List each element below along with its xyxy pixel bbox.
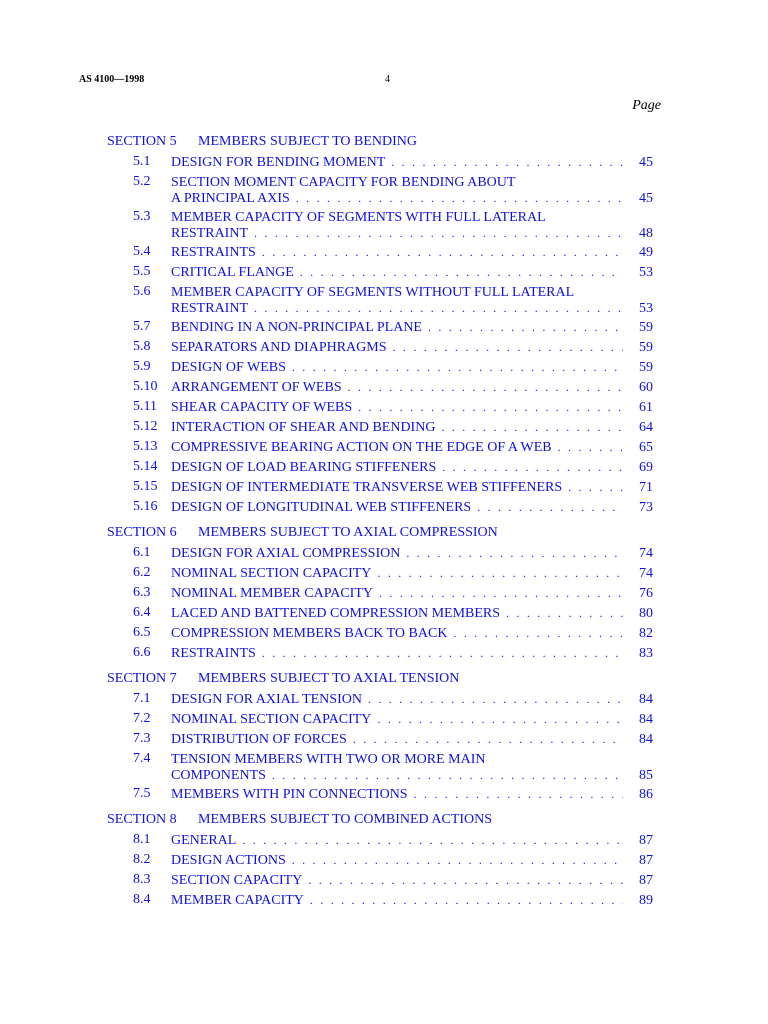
clause-title: LACED AND BATTENED COMPRESSION MEMBERS [171, 606, 501, 621]
toc-entry[interactable] [107, 457, 653, 477]
clause-title: BENDING IN A NON-PRINCIPAL PLANE [171, 320, 422, 335]
clause-number: 8.4 [133, 892, 151, 907]
toc-entry[interactable] [107, 749, 653, 784]
clause-title: ARRANGEMENT OF WEBS [171, 380, 342, 395]
toc-entry[interactable] [107, 242, 653, 262]
page-number: 4 [385, 74, 390, 85]
clause-number: 5.15 [133, 479, 158, 494]
toc-entry[interactable] [107, 543, 653, 563]
clause-title: NOMINAL SECTION CAPACITY [171, 566, 372, 581]
dot-leader [391, 152, 623, 172]
toc-entry[interactable] [107, 870, 653, 890]
dot-leader [453, 623, 623, 643]
clause-number: 5.14 [133, 459, 158, 474]
clause-number: 5.8 [133, 339, 151, 354]
toc-entry[interactable] [107, 437, 653, 457]
clause-title: DESIGN OF INTERMEDIATE TRANSVERSE WEB STIFFENERS [171, 480, 563, 495]
toc-entry[interactable] [107, 890, 653, 910]
clause-title: GENERAL [171, 833, 237, 848]
clause-number: 8.3 [133, 872, 151, 887]
toc-entry[interactable] [107, 477, 653, 497]
toc-entry[interactable] [107, 784, 653, 804]
clause-number: 6.6 [133, 645, 151, 660]
clause-number: 5.1 [133, 154, 151, 169]
dot-leader [348, 377, 623, 397]
page-ref: 87 [639, 873, 653, 888]
page-ref: 49 [639, 245, 653, 260]
clause-number: 5.12 [133, 419, 158, 434]
dot-leader [308, 870, 623, 890]
section-title: MEMBERS SUBJECT TO COMBINED ACTIONS [198, 812, 493, 827]
clause-number: 6.1 [133, 545, 151, 560]
clause-title: NOMINAL SECTION CAPACITY [171, 712, 372, 727]
section-heading[interactable] [107, 810, 653, 830]
page-ref: 53 [639, 301, 653, 316]
page-ref: 85 [639, 768, 653, 783]
dot-leader [262, 242, 623, 262]
toc-entry[interactable] [107, 603, 653, 623]
clause-title: SEPARATORS AND DIAPHRAGMS [171, 340, 387, 355]
page-ref: 83 [639, 646, 653, 661]
dot-leader [414, 784, 623, 804]
section-title: MEMBERS SUBJECT TO BENDING [198, 134, 417, 149]
dot-leader [406, 543, 623, 563]
clause-title: DESIGN FOR AXIAL TENSION [171, 692, 362, 707]
dot-leader [254, 225, 623, 242]
clause-title: SHEAR CAPACITY OF WEBS [171, 400, 353, 415]
clause-number: 5.3 [133, 209, 151, 224]
clause-number: 6.2 [133, 565, 151, 580]
clause-number: 8.2 [133, 852, 151, 867]
toc-entry[interactable] [107, 317, 653, 337]
toc-entry[interactable] [107, 397, 653, 417]
page-ref: 89 [639, 893, 653, 908]
clause-number: 5.16 [133, 499, 158, 514]
clause-title: DESIGN OF WEBS [171, 360, 286, 375]
toc-entry[interactable] [107, 830, 653, 850]
toc-entry[interactable] [107, 583, 653, 603]
clause-title: DESIGN FOR BENDING MOMENT [171, 155, 386, 170]
dot-leader [377, 563, 623, 583]
clause-number: 7.5 [133, 786, 151, 801]
clause-title: RESTRAINTS [171, 245, 256, 260]
dot-leader [310, 890, 623, 910]
clause-number: 6.5 [133, 625, 151, 640]
page-ref: 59 [639, 320, 653, 335]
clause-title: COMPRESSION MEMBERS BACK TO BACK [171, 626, 448, 641]
clause-title: RESTRAINTS [171, 646, 256, 661]
dot-leader [292, 850, 623, 870]
clause-number: 5.7 [133, 319, 151, 334]
dot-leader [300, 262, 623, 282]
page-ref: 61 [639, 400, 653, 415]
toc-entry[interactable] [107, 623, 653, 643]
page-ref: 48 [639, 226, 653, 241]
clause-title: A PRINCIPAL AXIS [171, 191, 290, 206]
page-ref: 45 [639, 155, 653, 170]
page-ref: 64 [639, 420, 653, 435]
dot-leader [262, 643, 623, 663]
section-heading[interactable] [107, 523, 653, 543]
section-label: SECTION 5 [107, 134, 177, 149]
dot-leader [368, 689, 623, 709]
clause-number: 6.4 [133, 605, 151, 620]
section-title: MEMBERS SUBJECT TO AXIAL COMPRESSION [198, 525, 498, 540]
dot-leader [568, 477, 623, 497]
clause-number: 7.1 [133, 691, 151, 706]
dot-leader [442, 457, 623, 477]
toc-entry[interactable] [107, 357, 653, 377]
clause-title: RESTRAINT [171, 226, 248, 241]
page-ref: 87 [639, 853, 653, 868]
clause-number: 7.3 [133, 731, 151, 746]
toc-entry[interactable] [107, 337, 653, 357]
page-ref: 73 [639, 500, 653, 515]
clause-number: 5.10 [133, 379, 158, 394]
clause-title: DESIGN ACTIONS [171, 853, 286, 868]
clause-title: MEMBERS WITH PIN CONNECTIONS [171, 787, 408, 802]
page-ref: 84 [639, 692, 653, 707]
toc-entry[interactable] [107, 729, 653, 749]
table-of-contents [107, 132, 653, 916]
clause-number: 5.4 [133, 244, 151, 259]
toc-entry[interactable] [107, 497, 653, 517]
section-heading[interactable] [107, 669, 653, 689]
clause-title: CRITICAL FLANGE [171, 265, 294, 280]
page-ref: 69 [639, 460, 653, 475]
clause-number: 5.13 [133, 439, 158, 454]
page-ref: 84 [639, 732, 653, 747]
page-ref: 59 [639, 360, 653, 375]
section-label: SECTION 7 [107, 671, 177, 686]
dot-leader [377, 709, 623, 729]
clause-title-line: SECTION MOMENT CAPACITY FOR BENDING ABOUT [171, 175, 516, 190]
clause-number: 6.3 [133, 585, 151, 600]
toc-entry[interactable] [107, 709, 653, 729]
clause-title: DESIGN OF LONGITUDINAL WEB STIFFENERS [171, 500, 472, 515]
toc-section [107, 669, 653, 804]
clause-title-line: MEMBER CAPACITY OF SEGMENTS WITHOUT FULL LATERAL [171, 285, 575, 300]
toc-entry[interactable] [107, 563, 653, 583]
page-ref: 76 [639, 586, 653, 601]
clause-title: DESIGN FOR AXIAL COMPRESSION [171, 546, 401, 561]
clause-title: MEMBER CAPACITY [171, 893, 304, 908]
toc-entry[interactable] [107, 172, 653, 207]
dot-leader [441, 417, 623, 437]
page-ref: 74 [639, 546, 653, 561]
clause-title: DESIGN OF LOAD BEARING STIFFENERS [171, 460, 437, 475]
clause-number: 5.11 [133, 399, 157, 414]
dot-leader [506, 603, 623, 623]
clause-number: 5.6 [133, 284, 151, 299]
toc-entry[interactable] [107, 377, 653, 397]
toc-section [107, 523, 653, 663]
clause-title-line: TENSION MEMBERS WITH TWO OR MORE MAIN [171, 752, 486, 767]
clause-title: RESTRAINT [171, 301, 248, 316]
page-ref: 86 [639, 787, 653, 802]
dot-leader [358, 397, 623, 417]
toc-entry[interactable] [107, 689, 653, 709]
clause-number: 5.5 [133, 264, 151, 279]
page-ref: 45 [639, 191, 653, 206]
page-ref: 53 [639, 265, 653, 280]
clause-title: INTERACTION OF SHEAR AND BENDING [171, 420, 436, 435]
dot-leader [292, 357, 623, 377]
dot-leader [393, 337, 623, 357]
section-heading[interactable] [107, 132, 653, 152]
toc-entry[interactable] [107, 262, 653, 282]
toc-section [107, 810, 653, 910]
page-ref: 65 [639, 440, 653, 455]
toc-entry[interactable] [107, 152, 653, 172]
clause-number: 8.1 [133, 832, 151, 847]
clause-title: COMPRESSIVE BEARING ACTION ON THE EDGE OF A WEB [171, 440, 552, 455]
page-ref: 71 [639, 480, 653, 495]
page-ref: 82 [639, 626, 653, 641]
page-ref: 80 [639, 606, 653, 621]
dot-leader [353, 729, 623, 749]
clause-title: NOMINAL MEMBER CAPACITY [171, 586, 373, 601]
section-title: MEMBERS SUBJECT TO AXIAL TENSION [198, 671, 460, 686]
page-ref: 59 [639, 340, 653, 355]
clause-title: DISTRIBUTION OF FORCES [171, 732, 347, 747]
page-ref: 84 [639, 712, 653, 727]
dot-leader [242, 830, 623, 850]
clause-number: 5.2 [133, 174, 151, 189]
section-label: SECTION 6 [107, 525, 177, 540]
page-ref: 74 [639, 566, 653, 581]
page-ref: 60 [639, 380, 653, 395]
dot-leader [296, 190, 623, 207]
clause-number: 7.4 [133, 751, 151, 766]
clause-title: SECTION CAPACITY [171, 873, 303, 888]
toc-entry[interactable] [107, 850, 653, 870]
dot-leader [558, 437, 623, 457]
toc-entry[interactable] [107, 417, 653, 437]
toc-section [107, 132, 653, 517]
toc-entry[interactable] [107, 207, 653, 242]
document-id: AS 4100—1998 [79, 74, 145, 85]
clause-number: 7.2 [133, 711, 151, 726]
dot-leader [477, 497, 623, 517]
page-column-label: Page [632, 98, 661, 113]
page-ref: 87 [639, 833, 653, 848]
dot-leader [428, 317, 623, 337]
toc-entry[interactable] [107, 282, 653, 317]
dot-leader [272, 767, 623, 784]
dot-leader [254, 300, 623, 317]
clause-number: 5.9 [133, 359, 151, 374]
dot-leader [379, 583, 623, 603]
clause-title: COMPONENTS [171, 768, 266, 783]
section-label: SECTION 8 [107, 812, 177, 827]
toc-entry[interactable] [107, 643, 653, 663]
clause-title-line: MEMBER CAPACITY OF SEGMENTS WITH FULL LATERAL [171, 210, 546, 225]
